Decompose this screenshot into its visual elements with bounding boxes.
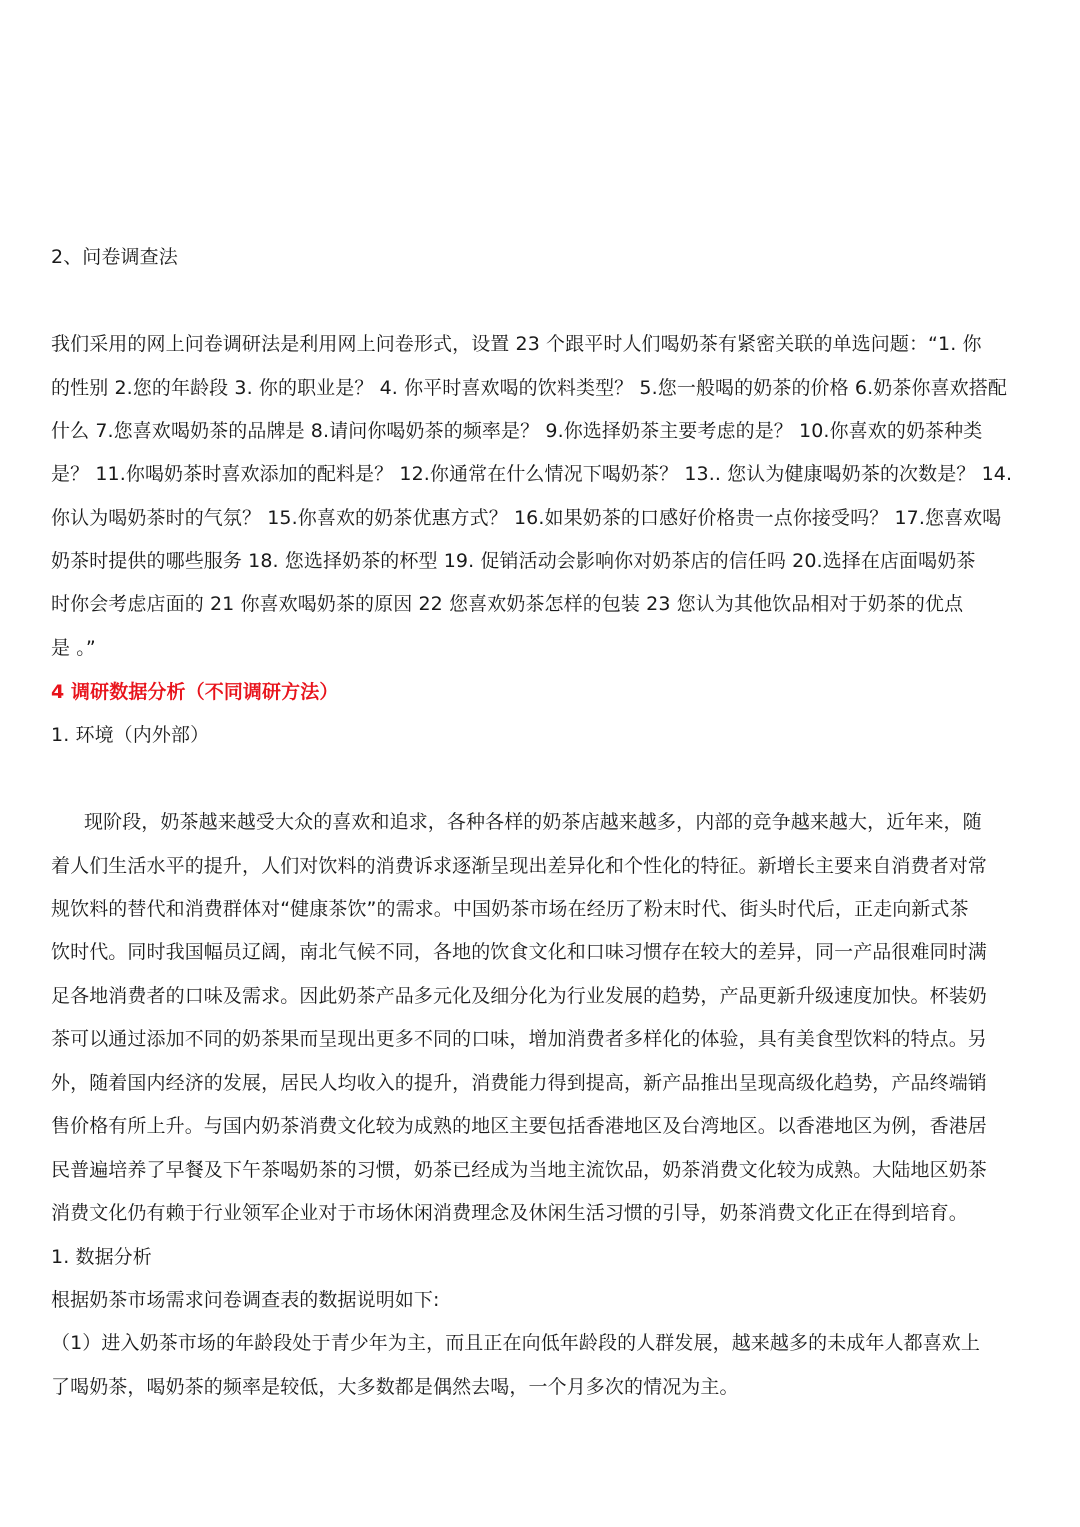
survey-paragraph-line: 什么 7.您喜欢喝奶茶的品牌是 8.请问你喝奶茶的频率是？ 9.你选择奶茶主要考虑的是？ 10.你喜欢的奶茶种类 <box>51 420 983 442</box>
survey-paragraph-line: 是 。” <box>51 637 96 659</box>
environment-paragraph-line: 民普遍培养了早餐及下午茶喝奶茶的习惯，奶茶已经成为当地主流饮品，奶茶消费文化较为成熟。大陆地区奶茶 <box>51 1159 987 1181</box>
survey-paragraph-line: 奶茶时提供的哪些服务 18. 您选择奶茶的杯型 19. 促销活动会影响你对奶茶店的信任吗 20.选择在店面喝奶茶 <box>51 550 976 572</box>
environment-paragraph-line: 外，随着国内经济的发展，居民人均收入的提升，消费能力得到提高，新产品推出呈现高级化趋势，产品终端销 <box>51 1072 987 1094</box>
data-analysis-intro: 根据奶茶市场需求问卷调查表的数据说明如下: <box>51 1289 440 1311</box>
environment-paragraph-line: 着人们生活水平的提升，人们对饮料的消费诉求逐渐呈现出差异化和个性化的特征。新增长主要来自消费者对常 <box>51 855 987 877</box>
subsection-title-environment: 1. 环境（内外部） <box>51 724 210 746</box>
survey-paragraph-line: 是？ 11.你喝奶茶时喜欢添加的配料是？ 12.你通常在什么情况下喝奶茶？ 13.. 您认为健康喝奶茶的次数是？ 14. <box>51 463 1013 485</box>
environment-paragraph-line: 茶可以通过添加不同的奶茶果而呈现出更多不同的口味，增加消费者多样化的体验，具有美食型饮料的特点。另 <box>51 1028 987 1050</box>
environment-paragraph-line: 规饮料的替代和消费群体对“健康茶饮”的需求。中国奶茶市场在经历了粉末时代、街头时代后，正走向新式茶 <box>51 898 969 920</box>
section-title-survey: 2、问卷调查法 <box>51 246 178 268</box>
survey-paragraph-line: 时你会考虑店面的 21 你喜欢喝奶茶的原因 22 您喜欢奶茶怎样的包装 23 您认为其他饮品相对于奶茶的优点 <box>51 593 964 615</box>
survey-paragraph-line: 你认为喝奶茶时的气氛？ 15.你喜欢的奶茶优惠方式？ 16.如果奶茶的口感好价格贵一点你接受吗？ 17.您喜欢喝 <box>51 507 1002 529</box>
point-1-line: （1）进入奶茶市场的年龄段处于青少年为主，而且正在向低年龄段的人群发展，越来越多的未成年人都喜欢上 <box>51 1332 980 1354</box>
subsection-title-data-analysis: 1. 数据分析 <box>51 1246 152 1268</box>
environment-paragraph-line: 饮时代。同时我国幅员辽阔，南北气候不同，各地的饮食文化和口味习惯存在较大的差异，同一产品很难同时满 <box>51 941 987 963</box>
survey-paragraph-line: 我们采用的网上问卷调研法是利用网上问卷形式，设置 23 个跟平时人们喝奶茶有紧密关联的单选问题：“1. 你 <box>51 333 982 355</box>
survey-paragraph-line: 的性别 2.您的年龄段 3. 你的职业是？ 4. 你平时喜欢喝的饮料类型？ 5.您一般喝的奶茶的价格 6.奶茶你喜欢搭配 <box>51 377 1007 399</box>
environment-paragraph-line: 现阶段，奶茶越来越受大众的喜欢和追求，各种各样的奶茶店越来越多，内部的竞争越来越大，近年来，随 <box>84 811 982 833</box>
section-heading-analysis: 4 调研数据分析（不同调研方法） <box>51 681 339 703</box>
environment-paragraph-line: 足各地消费者的口味及需求。因此奶茶产品多元化及细分化为行业发展的趋势，产品更新升级速度加快。杯装奶 <box>51 985 987 1007</box>
point-1-line: 了喝奶茶，喝奶茶的频率是较低，大多数都是偶然去喝，一个月多次的情况为主。 <box>51 1376 739 1398</box>
environment-paragraph-line: 消费文化仍有赖于行业领军企业对于市场休闲消费理念及休闲生活习惯的引导，奶茶消费文化正在得到培育。 <box>51 1202 968 1224</box>
environment-paragraph-line: 售价格有所上升。与国内奶茶消费文化较为成熟的地区主要包括香港地区及台湾地区。以香港地区为例，香港居 <box>51 1115 987 1137</box>
